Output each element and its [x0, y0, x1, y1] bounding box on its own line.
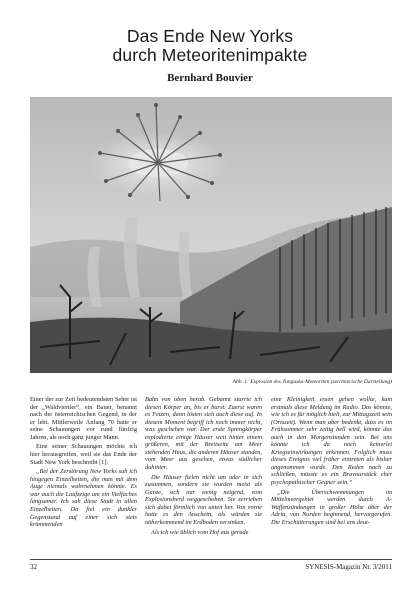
tunguska-illustration: [30, 97, 392, 373]
text-column-2: [145, 396, 262, 538]
quote-paragraph: „Die Überschwemmungen im Mittelmeergebiet werden durch A-Waffenzündungen in großer Höhe über der Adria, von Norden beginnend, hervorgerufen. Die Erschütterungen sind bei uns deut-: [271, 488, 392, 526]
figure-caption: Abb. 1: Explosion des Tunguska-Meteoriten (zeichnerische Darstellung): [232, 379, 392, 385]
quote-paragraph: eine Kleinigkeit essen gehen wollte, kam erstmals diese Meldung im Radio. Das könnte, wie ich es für möglich hielt, zur Mittagszeit sein (Ortszeit). Wenn man aber bedenkt, dass es im Frühsommer sehr zeitig hell wird, könnte das auch in den Morgenstunden sein. Bei uns könnte ich da noch keinerlei Kriegseinwirkungen erkennen. Folglich muss dieses Ereignis viel früher eintreten als bisher angenommen wurde. Den Reden nach zu schließen, müsste es ein Bravourstück eher psychopathischer Gegner sein.“: [271, 396, 392, 487]
quote-paragraph: „Bei der Zerstörung New Yorks sah ich hingegen Einzelheiten, die man mit dem Auge niemals wahrnehmen könnte. Es war auch die Laufzeige um ein Vielfaches langsamer. Ich sah diese Stadt in allen Einzelheiten. Da fiel ein dunkler Gegenstand auf einer sich stets krümmenden: [30, 468, 137, 529]
page-number: 32: [30, 563, 37, 571]
paragraph: Eine seiner Schauungen möchte ich hier herausgreifen, weil sie das Ende der Stadt New York beschreibt [1]:: [30, 443, 137, 466]
article-title-line-1: Das Ende New Yorks: [126, 26, 294, 46]
quote-paragraph: Die Häuser fielen nicht um oder in sich zusammen, sondern sie wurden meist als Ganze, sich nur wenig neigend, vom Explosionsherd weggeschoben. Sie zerrieben sich dabei förmlich von unten her. Von vorne hatte es den Anschein, als würden sie näherkommend im Erdboden versinken.: [145, 473, 262, 526]
text-column-3: [271, 396, 392, 529]
paragraph: Einer der zur Zeit bedeutendsten Seher ist der „Waldviertler“, ein Bauer, benannt nach der österreichischen Gegend, in der er lebt. Mittlerweile Anfang 70 hatte er seine Schauungen vor rund fünfzig Jahren, als noch ganz junger Mann.: [30, 396, 137, 441]
footer-divider: [30, 559, 392, 560]
quote-paragraph: Als ich wie üblich vom Hof aus gerade: [151, 528, 249, 536]
article-author: Bernhard Bouvier: [167, 72, 253, 84]
text-column-1: [30, 396, 137, 531]
magazine-issue: SYNESIS-Magazin Nr. 3/2011: [305, 563, 392, 571]
article-title-line-2: durch Meteoritenimpakte: [112, 45, 308, 65]
quote-paragraph: Bahn von oben herab. Gebannt starrte ich diesen Körper an, bis er barst. Zuerst waren es Fetzen, dann lösten sich auch diese auf. In diesem Moment begriff ich noch immer nicht, was geschehen war. Der erste Sprengkörper explodierte einige Häuser weit hinter einem größeren, mit der Breitseite am Meer stehenden Haus, die anderen Häuser standen, vom Meer aus gesehen, etwas südlicher dahinter.: [145, 396, 262, 471]
